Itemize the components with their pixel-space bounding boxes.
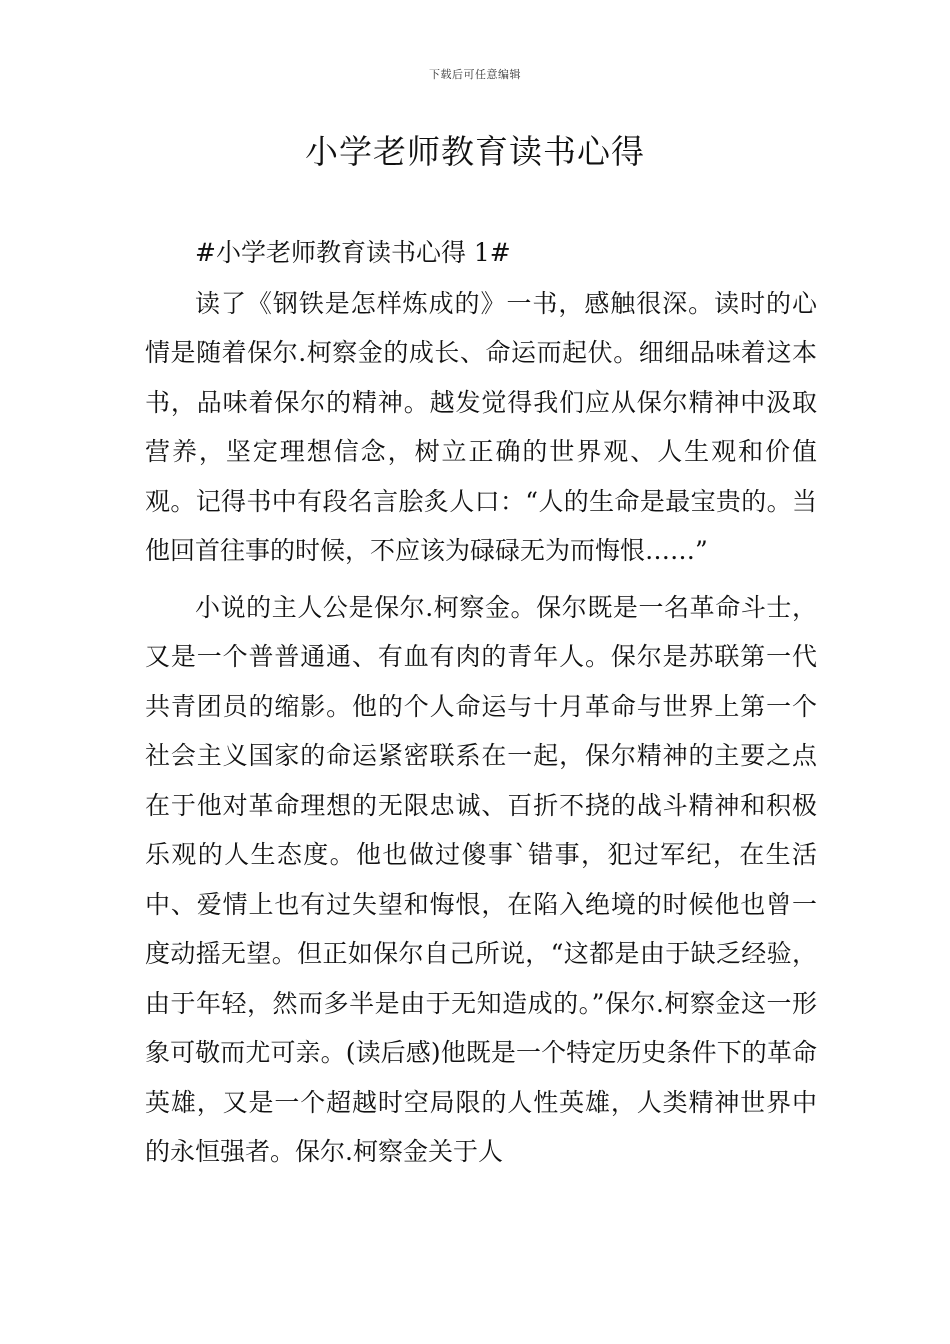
paragraph: 读了《钢铁是怎样炼成的》一书，感触很深。读时的心情是随着保尔.柯察金的成长、命运而起伏。细细品味着这本书，品味着保尔的精神。越发觉得我们应从保尔精神中汲取营养，坚定理想信念，树立正确的世界观、人生观和价值观。记得书中有段名言脍炙人口：“人的生命是最宝贵的。当他回首往事的时候，不应该为碌碌无为而悔恨……”: [145, 288, 817, 565]
document-title: 小学老师教育读书心得: [305, 132, 645, 171]
paragraph: 小说的主人公是保尔.柯察金。保尔既是一名革命斗士，又是一个普普通通、有血有肉的青年人。保尔是苏联第一代共青团员的缩影。他的个人命运与十月革命与世界上第一个社会主义国家的命运紧密联系在一起，保尔精神的主要之点在于他对革命理想的无限忠诚、百折不挠的战斗精神和积极乐观的人生态度。他也做过傻事`错事，犯过军纪，在生活中、爱情上也有过失望和悔恨，在陷入绝境的时候他也曾一度动摇无望。但正如保尔自己所说，“这都是由于缺乏经验，由于年轻，然而多半是由于无知造成的。”保尔.柯察金这一形象可敬而尤可亲。(读后感)他既是一个特定历史条件下的革命英雄，又是一个超越时空局限的人性英雄，人类精神世界中的永恒强者。保尔.柯察金关于人: [145, 592, 817, 1166]
header-note: 下载后可任意编辑: [429, 68, 521, 81]
section-heading: #小学老师教育读书心得 1#: [195, 238, 511, 267]
document-body: [145, 228, 817, 1177]
